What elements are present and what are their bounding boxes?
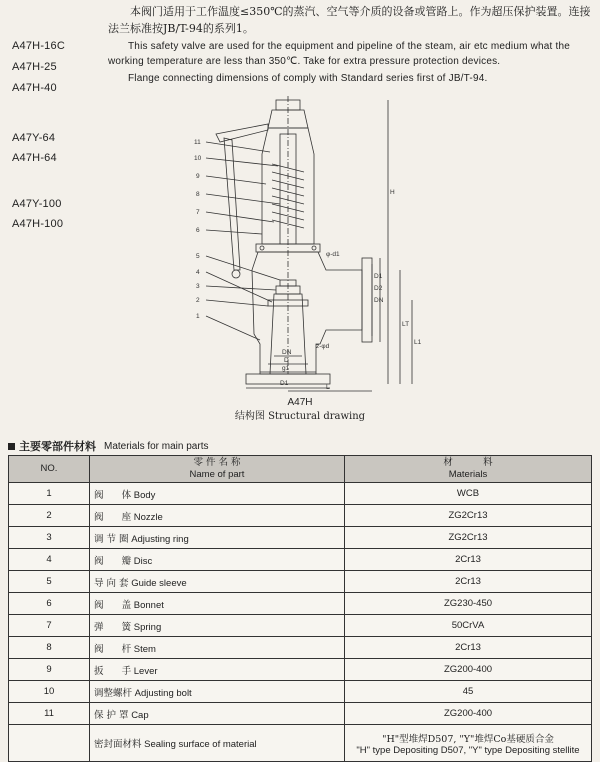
callout-label: 7 (196, 209, 200, 216)
table-row (9, 571, 592, 593)
dim-label: g1 (282, 365, 290, 372)
cell-material: ZG2Cr13 (345, 527, 592, 549)
model-item: A47H-64 (12, 152, 57, 164)
table-row (9, 659, 592, 681)
callout-label: 9 (196, 173, 200, 180)
sealing-material-cn: "H"型堆焊D507, "Y"堆焊Co基硬质合金 (382, 733, 554, 745)
cell-no: 5 (9, 571, 90, 593)
callout-label: 8 (196, 191, 200, 198)
cell-no: 9 (9, 659, 90, 681)
cell-material: ZG200-400 (345, 659, 592, 681)
intro-english-1: This safety valve are used for the equipment and pipeline of the steam, air etc medium what the working temperature are less than 350℃. Take for extra pressure protection devices. (108, 41, 571, 67)
dim-label: H (390, 189, 395, 196)
callout-label: 4 (196, 269, 200, 276)
dim-label: D1 (280, 380, 289, 387)
model-item: A47H-100 (12, 218, 64, 230)
cell-no: 10 (9, 681, 90, 703)
cell-material: 2Cr13 (345, 637, 592, 659)
cell-name-en: Spring (133, 621, 162, 633)
header-name (90, 456, 345, 483)
cell-material: 50CrVA (345, 615, 592, 637)
cell-name-en: Bonnet (133, 599, 164, 611)
header-material-en: Materials (448, 469, 488, 480)
cell-name (90, 637, 345, 659)
cell-name (90, 571, 345, 593)
structural-drawing (176, 94, 436, 394)
table-row (9, 703, 592, 725)
table-header-row (9, 456, 592, 483)
cell-name-cn: 阀 座 (94, 511, 132, 523)
table-row (9, 483, 592, 505)
cell-name (90, 483, 345, 505)
header-material-cn: 材 料 (443, 457, 493, 469)
caption-title: 结构图 Structural drawing (234, 410, 366, 422)
section-title-cn: 主要零部件材料 (19, 440, 96, 453)
table-row (9, 681, 592, 703)
cell-material: WCB (345, 483, 592, 505)
callout-label: 10 (194, 155, 202, 162)
dim-label: LT (402, 321, 410, 328)
cell-name-en: Nozzle (133, 511, 163, 523)
cell-name-en: Lever (133, 665, 158, 677)
cell-material (345, 725, 592, 762)
table-row (9, 637, 592, 659)
cell-name-en: Stem (133, 643, 156, 655)
cell-no: 3 (9, 527, 90, 549)
table-row-sealing (9, 725, 592, 762)
callout-label: 11 (194, 139, 201, 146)
table-row (9, 505, 592, 527)
cell-name (90, 615, 345, 637)
cell-material: ZG230-450 (345, 593, 592, 615)
cell-no: 6 (9, 593, 90, 615)
callout-label: 5 (196, 253, 200, 260)
section-header (8, 438, 208, 454)
cell-no: 4 (9, 549, 90, 571)
cell-name-en: Guide sleeve (131, 577, 187, 589)
materials-table (8, 455, 592, 762)
sealing-material-en: "H" type Depositing D507, "Y" type Depositing stellite (356, 744, 580, 756)
cell-name-en: Adjusting bolt (134, 687, 192, 699)
dim-label: z-φd (316, 343, 330, 350)
drawing-caption (220, 396, 380, 423)
cell-name-en: Disc (133, 555, 153, 567)
cell-name-cn: 导 向 套 (94, 577, 129, 589)
cell-name-cn: 阀 体 (94, 489, 132, 501)
cell-name (90, 549, 345, 571)
cell-name-cn: 阀 杆 (94, 643, 132, 655)
callout-label: 1 (196, 313, 200, 320)
cell-material: ZG2Cr13 (345, 505, 592, 527)
cell-material: 2Cr13 (345, 571, 592, 593)
cell-name-en: Body (133, 489, 156, 501)
cell-name (90, 593, 345, 615)
table-row (9, 549, 592, 571)
square-bullet-icon (8, 443, 15, 450)
callout-label: 3 (196, 283, 200, 290)
cell-no: 11 (9, 703, 90, 725)
cell-no: 1 (9, 483, 90, 505)
cell-name-cn: 密封面材料 (94, 739, 142, 750)
intro-chinese: 本阀门适用于工作温度≤350℃的蒸汽、空气等介质的设备或管路上。作为超压保护装置。连接法兰标准按JB/T-94的系列1。 (108, 5, 591, 35)
cell-material: 2Cr13 (345, 549, 592, 571)
cell-no: 2 (9, 505, 90, 527)
cell-no (9, 725, 90, 762)
cell-name (90, 527, 345, 549)
cell-name-cn: 调整螺杆 (94, 687, 133, 699)
intro-english-2: Flange connecting dimensions of comply with Standard series first of JB/T-94. (128, 73, 488, 84)
table-row (9, 593, 592, 615)
model-item: A47Y-64 (12, 132, 56, 144)
cell-name (90, 505, 345, 527)
callout-label: 2 (196, 297, 200, 304)
cell-no: 7 (9, 615, 90, 637)
cell-name-en: Cap (131, 709, 149, 721)
dim-label: D (284, 357, 289, 364)
header-name-cn: 零 件 名 称 (193, 457, 241, 469)
cell-name (90, 681, 345, 703)
dim-label: DN (282, 349, 292, 356)
cell-name (90, 725, 345, 762)
cell-no: 8 (9, 637, 90, 659)
cell-name-cn: 扳 手 (94, 665, 132, 677)
cell-name-cn: 调 节 圈 (94, 533, 129, 545)
cell-name-cn: 阀 盖 (94, 599, 132, 611)
cell-material: ZG200-400 (345, 703, 592, 725)
model-item: A47Y-100 (12, 198, 62, 210)
section-title-en: Materials for main parts (104, 440, 209, 452)
table-row (9, 615, 592, 637)
cell-name-cn: 阀 瓣 (94, 555, 132, 567)
cell-name-cn: 保 护 罩 (94, 709, 129, 721)
dim-label: φ-d1 (326, 251, 340, 258)
cell-name-en: Sealing surface of material (144, 739, 257, 750)
cell-name (90, 659, 345, 681)
callout-label: 6 (196, 227, 200, 234)
model-item: A47H-25 (12, 61, 57, 73)
cell-name-cn: 弹 簧 (94, 621, 132, 633)
model-item: A47H-40 (12, 82, 57, 94)
header-no: NO. (9, 456, 90, 483)
cell-material: 45 (345, 681, 592, 703)
dim-label: DN (374, 297, 384, 304)
caption-model: A47H (287, 397, 313, 408)
cell-name (90, 703, 345, 725)
header-name-en: Name of part (189, 469, 245, 480)
dim-label: L (326, 384, 330, 391)
intro-text (108, 4, 592, 87)
dim-label: D2 (374, 285, 383, 292)
table-row (9, 527, 592, 549)
header-material (345, 456, 592, 483)
cell-name-en: Adjusting ring (131, 533, 189, 545)
model-item: A47H-16C (12, 40, 65, 52)
dim-label: L1 (414, 339, 422, 346)
dim-label: D1 (374, 273, 383, 280)
